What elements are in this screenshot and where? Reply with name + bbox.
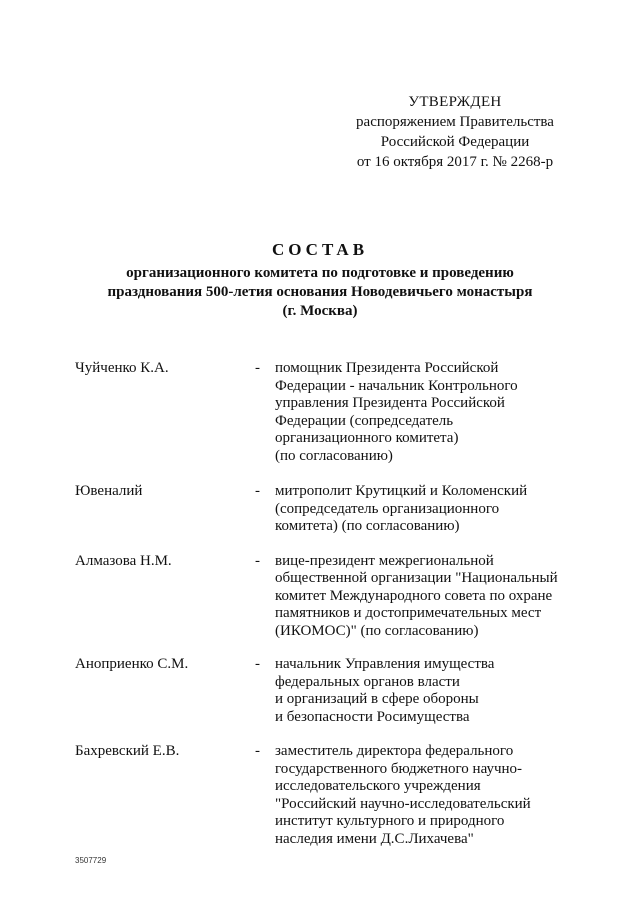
member-dash: -	[255, 656, 260, 672]
member-role-line: "Российский научно-исследовательский	[275, 795, 531, 812]
member-role-line: (ИКОМОС)" (по согласованию)	[275, 622, 479, 639]
member-role-line: Федерации (сопредседатель	[275, 412, 454, 429]
member-name: Ювеналий	[75, 483, 143, 499]
member-role	[275, 656, 575, 726]
member-name: Бахревский Е.В.	[75, 743, 180, 759]
subtitle-line-3: (г. Москва)	[282, 303, 358, 319]
member-role-line: общественной организации "Национальный	[275, 570, 558, 586]
approval-heading: УТВЕРЖДЕН	[408, 94, 502, 110]
member-role-line: исследовательского учреждения	[275, 778, 481, 794]
member-role-line: комитета) (по согласованию)	[275, 518, 460, 534]
member-dash: -	[255, 743, 260, 759]
member-entry	[75, 360, 575, 465]
member-role-line: и организаций в сфере обороны	[275, 691, 479, 707]
member-role-line: Федерации - начальник Контрольного	[275, 377, 518, 394]
approval-line-3: от 16 октября 2017 г. № 2268-р	[356, 154, 554, 170]
approval-block	[340, 92, 570, 172]
member-entry	[75, 553, 575, 641]
member-role-line: заместитель директора федерального	[275, 743, 514, 759]
member-name: Аноприенко С.М.	[75, 656, 189, 672]
document-number: 3507729	[75, 856, 107, 865]
member-dash: -	[255, 552, 260, 569]
approval-line-2: Российской Федерации	[380, 134, 530, 150]
member-role	[275, 360, 575, 465]
member-role-line: комитет Международного совета по охране	[275, 587, 553, 604]
member-role-line: федеральных органов власти	[275, 673, 460, 690]
member-role-line: памятников и достопримечательных мест	[275, 605, 542, 621]
member-role-line: начальник Управления имущества	[275, 656, 495, 672]
member-role	[275, 553, 575, 641]
member-list	[75, 360, 575, 848]
member-name: Чуйченко К.А.	[75, 360, 169, 376]
member-role-line: митрополит Крутицкий и Коломенский	[275, 483, 528, 499]
member-dash: -	[255, 360, 260, 376]
member-role	[275, 483, 575, 536]
subtitle-line-1: организационного комитета по подготовке и проведению	[126, 265, 514, 281]
member-role-line: организационного комитета)	[275, 430, 459, 446]
document-subtitle	[0, 264, 640, 321]
member-role-line: институт культурного и природного	[275, 813, 505, 829]
member-role-line: вице-президент межрегиональной	[275, 552, 494, 569]
member-role-line: (по согласованию)	[275, 447, 393, 464]
approval-line-1: распоряжением Правительства	[356, 114, 554, 130]
member-role	[275, 743, 575, 848]
member-role-line: управления Президента Российской	[275, 395, 505, 411]
member-entry	[75, 656, 575, 726]
member-role-line: государственного бюджетного научно-	[275, 760, 523, 777]
member-entry	[75, 743, 575, 848]
member-dash: -	[255, 483, 260, 499]
member-role-line: наследия имени Д.С.Лихачева"	[275, 830, 474, 847]
member-role-line: помощник Президента Российской	[275, 360, 499, 376]
member-entry	[75, 483, 575, 536]
member-role-line: и безопасности Росимущества	[275, 708, 470, 725]
member-role-line: (сопредседатель организационного	[275, 500, 500, 517]
member-name: Алмазова Н.М.	[75, 552, 172, 569]
document-title: СОСТАВ	[271, 240, 369, 259]
subtitle-line-2: празднования 500-летия основания Новодевичьего монастыря	[107, 284, 533, 300]
